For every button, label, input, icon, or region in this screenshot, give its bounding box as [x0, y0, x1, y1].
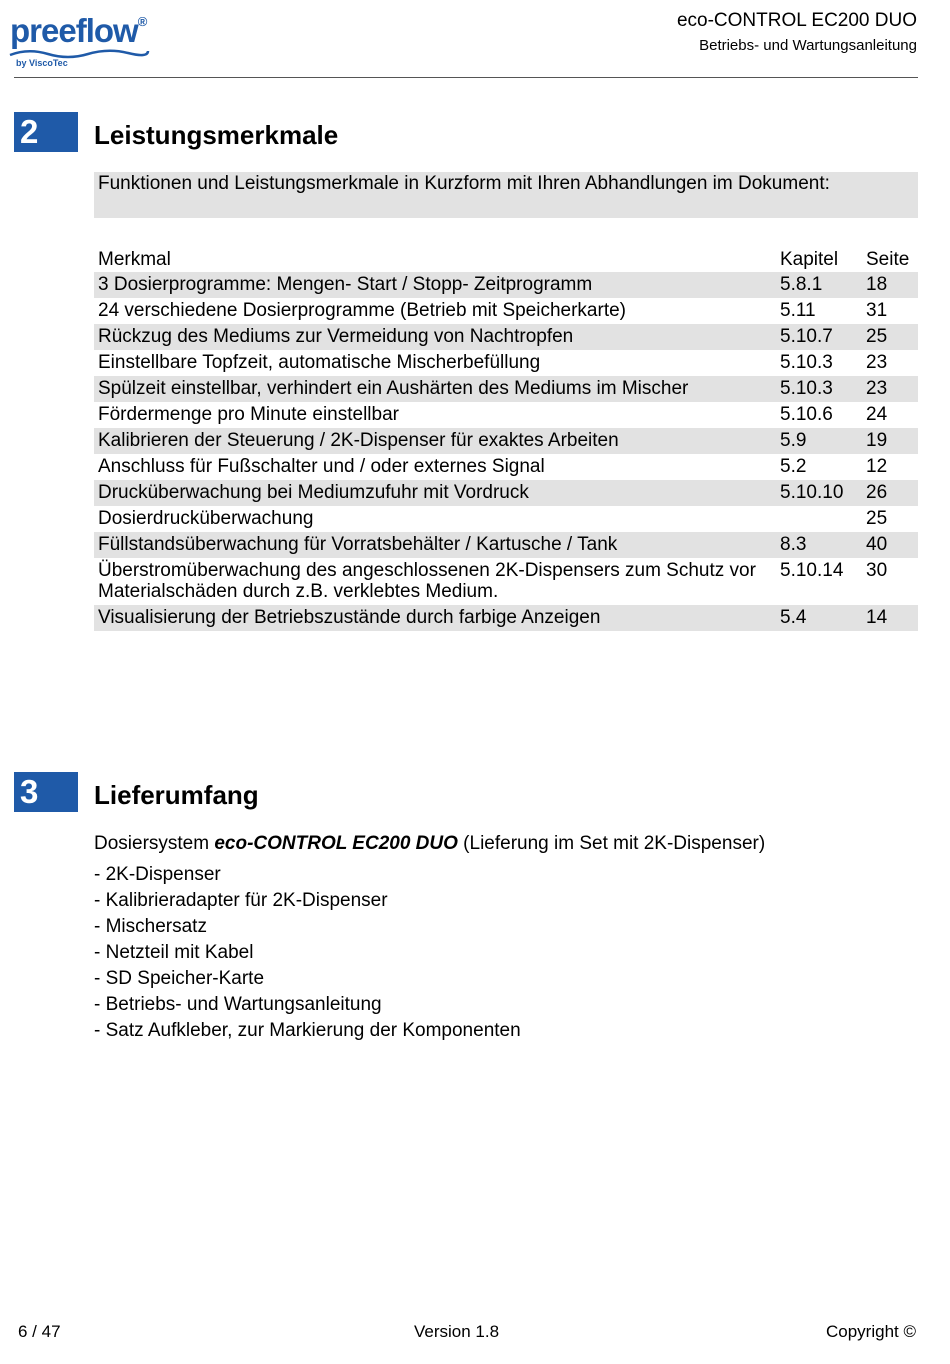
logo-subtitle: by ViscoTec [16, 58, 68, 68]
document-title: eco-CONTROL EC200 DUO [676, 10, 917, 31]
document-subtitle: Betriebs- und Wartungsanleitung [699, 37, 917, 54]
cell-seite: 31 [866, 300, 888, 321]
cell-seite: 30 [866, 560, 888, 581]
cell-merkmal: Visualisierung der Betriebszustände durch farbige Anzeigen [94, 605, 776, 631]
cell-seite: 25 [862, 324, 918, 350]
cell-kapitel: 5.9 [776, 428, 862, 454]
table-row [94, 272, 918, 298]
table-row [94, 376, 918, 402]
table-row [94, 506, 918, 532]
cell-seite: 40 [862, 532, 918, 558]
cell-kapitel: 5.2 [780, 456, 807, 477]
cell-kapitel: 8.3 [776, 532, 862, 558]
cell-merkmal: Fördermenge pro Minute einstellbar [98, 404, 399, 425]
cell-kapitel [776, 506, 862, 532]
cell-seite: 19 [862, 428, 918, 454]
cell-merkmal: 24 verschiedene Dosierprogramme (Betrieb mit Speicherkarte) [98, 300, 627, 321]
cell-kapitel: 5.10.10 [776, 480, 862, 506]
table-row [94, 558, 918, 605]
table-row [94, 532, 918, 558]
list-item: - Betriebs- und Wartungsanleitung [94, 994, 382, 1015]
cell-seite: 23 [862, 376, 918, 402]
copyright-label: Copyright © [825, 1322, 916, 1341]
cell-merkmal: Einstellbare Topfzeit, automatische Mischerbefüllung [98, 352, 541, 373]
scope-list [94, 864, 521, 1046]
cell-merkmal: Spülzeit einstellbar, verhindert ein Aushärten des Mediums im Mischer [94, 376, 776, 402]
preeflow-logo [8, 10, 150, 72]
chapter-intro: Funktionen und Leistungsmerkmale in Kurzform mit Ihren Abhandlungen im Dokument: [94, 172, 918, 218]
cell-merkmal: Anschluss für Fußschalter und / oder externes Signal [98, 456, 545, 477]
header-merkmal: Merkmal [98, 249, 171, 270]
product-name: eco-CONTROL EC200 DUO [214, 833, 458, 854]
table-row [94, 350, 918, 376]
logo-wordmark: preeflow® [10, 12, 147, 49]
list-item: - Mischersatz [94, 916, 207, 937]
page-number: 6 / 47 [18, 1322, 61, 1341]
cell-kapitel: 5.10.3 [780, 352, 833, 373]
header-seite: Seite [866, 249, 910, 270]
cell-merkmal: Überstromüberwachung des angeschlossenen 2K-Dispensers zum Schutz vor Materialschäden durch z.B. verklebtes Medium. [98, 560, 756, 602]
cell-seite: 12 [866, 456, 888, 477]
header-divider [14, 77, 918, 78]
table-row [94, 428, 918, 454]
page-header [0, 0, 950, 80]
cell-seite: 26 [862, 480, 918, 506]
cell-kapitel: 5.8.1 [776, 272, 862, 298]
table-header-row [94, 244, 918, 272]
table-row [94, 454, 918, 480]
cell-kapitel: 5.10.6 [780, 404, 833, 425]
cell-seite: 23 [866, 352, 888, 373]
cell-seite: 24 [866, 404, 888, 425]
cell-kapitel: 5.11 [780, 300, 816, 321]
chapter-title: Leistungsmerkmale [94, 120, 339, 150]
scope-intro: Dosiersystem eco-CONTROL EC200 DUO (Lieferung im Set mit 2K-Dispenser) [94, 833, 766, 854]
cell-seite: 25 [866, 508, 888, 529]
list-item: - Satz Aufkleber, zur Markierung der Komponenten [94, 1020, 521, 1041]
cell-seite: 14 [862, 605, 918, 631]
table-row [94, 605, 918, 631]
list-item: - Netzteil mit Kabel [94, 942, 254, 963]
cell-merkmal: 3 Dosierprogramme: Mengen- Start / Stopp- Zeitprogramm [94, 272, 776, 298]
list-item: - 2K-Dispenser [94, 864, 221, 885]
header-kapitel: Kapitel [780, 249, 839, 270]
cell-merkmal: Füllstandsüberwachung für Vorratsbehälter / Kartusche / Tank [94, 532, 776, 558]
cell-merkmal: Dosierdrucküberwachung [98, 508, 314, 529]
cell-seite: 18 [862, 272, 918, 298]
list-item: - SD Speicher-Karte [94, 968, 265, 989]
cell-kapitel: 5.4 [776, 605, 862, 631]
version-label: Version 1.8 [414, 1322, 500, 1341]
cell-merkmal: Kalibrieren der Steuerung / 2K-Dispenser für exaktes Arbeiten [94, 428, 776, 454]
cell-kapitel: 5.10.3 [776, 376, 862, 402]
chapter-number-badge: 2 [14, 112, 78, 152]
features-table [94, 244, 918, 631]
cell-kapitel: 5.10.14 [780, 560, 844, 581]
table-row [94, 298, 918, 324]
cell-kapitel: 5.10.7 [776, 324, 862, 350]
cell-merkmal: Drucküberwachung bei Mediumzufuhr mit Vordruck [94, 480, 776, 506]
list-item: - Kalibrieradapter für 2K-Dispenser [94, 890, 388, 911]
chapter-title: Lieferumfang [94, 780, 259, 810]
chapter-number-badge: 3 [14, 772, 78, 812]
cell-merkmal: Rückzug des Mediums zur Vermeidung von Nachtropfen [94, 324, 776, 350]
table-row [94, 480, 918, 506]
table-row [94, 324, 918, 350]
table-row [94, 402, 918, 428]
